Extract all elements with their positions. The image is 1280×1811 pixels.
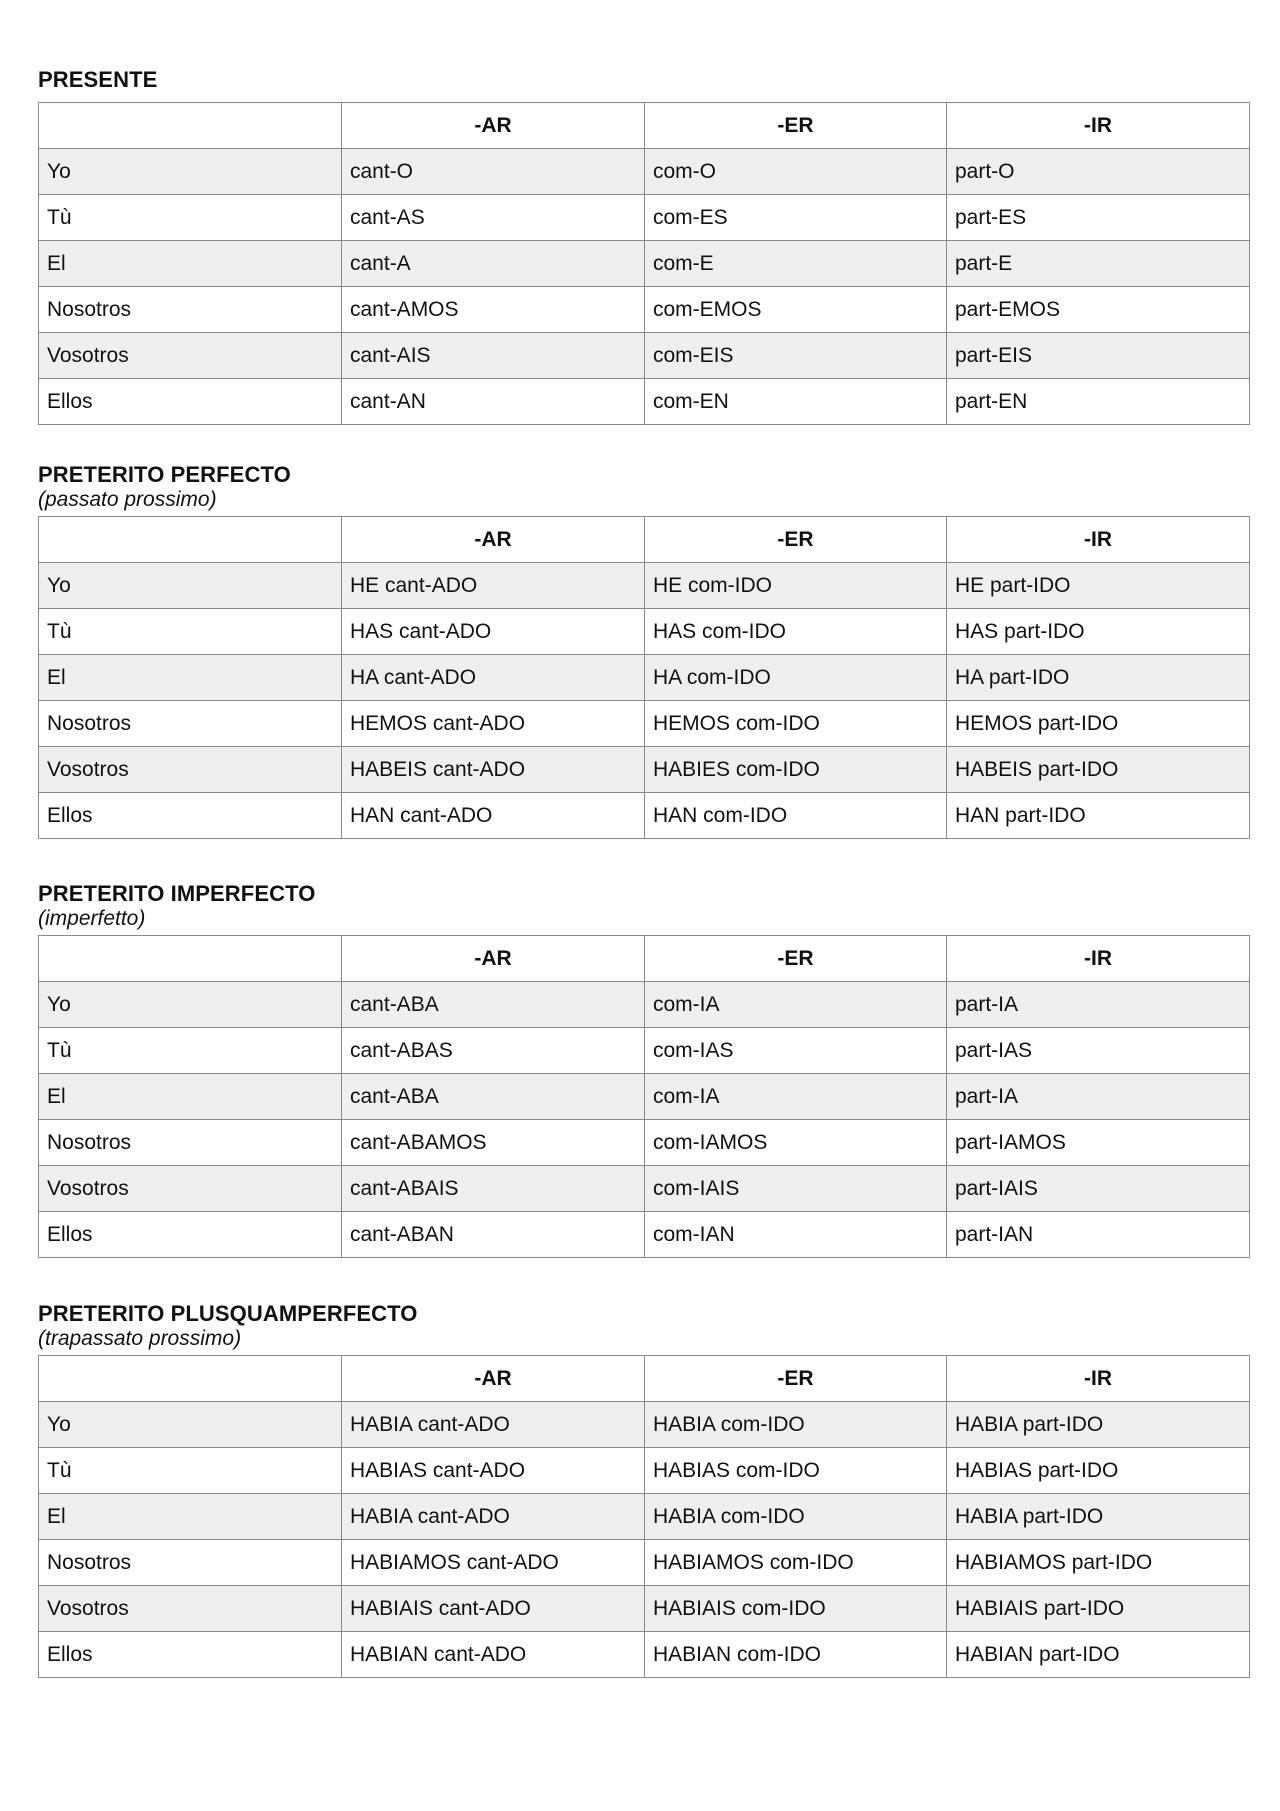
ir-cell: HE part-IDO xyxy=(947,563,1250,609)
ar-cell: HA cant-ADO xyxy=(342,655,645,701)
ir-cell: HABIAS part-IDO xyxy=(947,1448,1250,1494)
header-cell: -AR xyxy=(342,936,645,982)
table-row xyxy=(39,747,1250,793)
table-row xyxy=(39,149,1250,195)
ir-cell: HEMOS part-IDO xyxy=(947,701,1250,747)
section-subtitle: (imperfetto) xyxy=(38,907,146,930)
ar-cell: cant-ABAIS xyxy=(342,1166,645,1212)
header-cell: -AR xyxy=(342,517,645,563)
pronoun-cell: Yo xyxy=(39,563,342,609)
table-row xyxy=(39,241,1250,287)
er-cell: com-EN xyxy=(645,379,947,425)
er-cell: com-EMOS xyxy=(645,287,947,333)
table-header-row xyxy=(39,936,1250,982)
table-row xyxy=(39,1074,1250,1120)
conjugation-table xyxy=(38,935,1250,1258)
pronoun-cell: Nosotros xyxy=(39,287,342,333)
er-cell: HA com-IDO xyxy=(645,655,947,701)
ir-cell: part-IAN xyxy=(947,1212,1250,1258)
pronoun-cell: Tù xyxy=(39,609,342,655)
er-cell: HABIAS com-IDO xyxy=(645,1448,947,1494)
ar-cell: cant-ABAS xyxy=(342,1028,645,1074)
table-row xyxy=(39,1586,1250,1632)
table-row xyxy=(39,1028,1250,1074)
ar-cell: HAN cant-ADO xyxy=(342,793,645,839)
ar-cell: cant-AN xyxy=(342,379,645,425)
table-header-row xyxy=(39,1356,1250,1402)
ar-cell: HABIA cant-ADO xyxy=(342,1494,645,1540)
ar-cell: cant-AMOS xyxy=(342,287,645,333)
conjugation-table xyxy=(38,1355,1250,1678)
table-row xyxy=(39,333,1250,379)
er-cell: com-IA xyxy=(645,982,947,1028)
table-row xyxy=(39,195,1250,241)
ir-cell: HAS part-IDO xyxy=(947,609,1250,655)
ir-cell: part-IAMOS xyxy=(947,1120,1250,1166)
header-cell xyxy=(39,517,342,563)
table-row xyxy=(39,1632,1250,1678)
header-cell: -ER xyxy=(645,103,947,149)
er-cell: com-ES xyxy=(645,195,947,241)
ar-cell: HEMOS cant-ADO xyxy=(342,701,645,747)
ar-cell: cant-ABA xyxy=(342,1074,645,1120)
section-preterito-perfecto xyxy=(38,462,1249,839)
ar-cell: HABEIS cant-ADO xyxy=(342,747,645,793)
ar-cell: cant-ABA xyxy=(342,982,645,1028)
pronoun-cell: El xyxy=(39,1074,342,1120)
pronoun-cell: Ellos xyxy=(39,379,342,425)
pronoun-cell: Ellos xyxy=(39,793,342,839)
ar-cell: cant-A xyxy=(342,241,645,287)
pronoun-cell: Nosotros xyxy=(39,701,342,747)
pronoun-cell: Vosotros xyxy=(39,333,342,379)
pronoun-cell: El xyxy=(39,1494,342,1540)
er-cell: com-IAMOS xyxy=(645,1120,947,1166)
er-cell: HABIAIS com-IDO xyxy=(645,1586,947,1632)
ir-cell: HABIAIS part-IDO xyxy=(947,1586,1250,1632)
er-cell: com-IAS xyxy=(645,1028,947,1074)
header-cell xyxy=(39,936,342,982)
er-cell: HABIAMOS com-IDO xyxy=(645,1540,947,1586)
table-row xyxy=(39,793,1250,839)
pronoun-cell: Tù xyxy=(39,195,342,241)
table-row xyxy=(39,1402,1250,1448)
table-row xyxy=(39,1540,1250,1586)
pronoun-cell: El xyxy=(39,241,342,287)
section-presente xyxy=(38,67,1249,425)
header-cell: -ER xyxy=(645,936,947,982)
header-cell xyxy=(39,103,342,149)
er-cell: com-IAN xyxy=(645,1212,947,1258)
header-cell xyxy=(39,1356,342,1402)
pronoun-cell: Tù xyxy=(39,1448,342,1494)
ir-cell: part-O xyxy=(947,149,1250,195)
pronoun-cell: Vosotros xyxy=(39,1166,342,1212)
ar-cell: cant-AIS xyxy=(342,333,645,379)
header-cell: -ER xyxy=(645,517,947,563)
er-cell: HABIA com-IDO xyxy=(645,1402,947,1448)
pronoun-cell: Vosotros xyxy=(39,1586,342,1632)
table-row xyxy=(39,701,1250,747)
er-cell: HAS com-IDO xyxy=(645,609,947,655)
header-cell: -IR xyxy=(947,517,1250,563)
section-subtitle: (trapassato prossimo) xyxy=(38,1327,242,1350)
table-row xyxy=(39,287,1250,333)
ir-cell: part-EMOS xyxy=(947,287,1250,333)
section-subtitle: (passato prossimo) xyxy=(38,488,217,511)
er-cell: com-IAIS xyxy=(645,1166,947,1212)
ir-cell: HABEIS part-IDO xyxy=(947,747,1250,793)
er-cell: HABIES com-IDO xyxy=(645,747,947,793)
section-title: PRESENTE xyxy=(38,67,158,92)
ar-cell: HE cant-ADO xyxy=(342,563,645,609)
er-cell: HAN com-IDO xyxy=(645,793,947,839)
header-cell: -IR xyxy=(947,936,1250,982)
er-cell: HABIAN com-IDO xyxy=(645,1632,947,1678)
pronoun-cell: Nosotros xyxy=(39,1120,342,1166)
ir-cell: part-IAS xyxy=(947,1028,1250,1074)
table-row xyxy=(39,1494,1250,1540)
pronoun-cell: Yo xyxy=(39,1402,342,1448)
ar-cell: HAS cant-ADO xyxy=(342,609,645,655)
section-title: PRETERITO PLUSQUAMPERFECTO xyxy=(38,1301,418,1326)
header-cell: -IR xyxy=(947,1356,1250,1402)
table-row xyxy=(39,563,1250,609)
ir-cell: HABIA part-IDO xyxy=(947,1402,1250,1448)
er-cell: HEMOS com-IDO xyxy=(645,701,947,747)
er-cell: com-EIS xyxy=(645,333,947,379)
table-row xyxy=(39,1166,1250,1212)
table-row xyxy=(39,982,1250,1028)
er-cell: HABIA com-IDO xyxy=(645,1494,947,1540)
pronoun-cell: Vosotros xyxy=(39,747,342,793)
pronoun-cell: Ellos xyxy=(39,1632,342,1678)
ir-cell: part-E xyxy=(947,241,1250,287)
section-title: PRETERITO PERFECTO xyxy=(38,462,291,487)
table-row xyxy=(39,1448,1250,1494)
section-preterito-plusquamperfecto xyxy=(38,1301,1249,1678)
table-header-row xyxy=(39,517,1250,563)
ar-cell: HABIAN cant-ADO xyxy=(342,1632,645,1678)
table-header-row xyxy=(39,103,1250,149)
pronoun-cell: Yo xyxy=(39,982,342,1028)
er-cell: com-E xyxy=(645,241,947,287)
ar-cell: cant-ABAN xyxy=(342,1212,645,1258)
ir-cell: HABIA part-IDO xyxy=(947,1494,1250,1540)
ar-cell: cant-O xyxy=(342,149,645,195)
table-row xyxy=(39,655,1250,701)
ir-cell: HABIAN part-IDO xyxy=(947,1632,1250,1678)
conjugation-table xyxy=(38,516,1250,839)
ir-cell: HA part-IDO xyxy=(947,655,1250,701)
table-row xyxy=(39,1120,1250,1166)
header-cell: -ER xyxy=(645,1356,947,1402)
er-cell: com-IA xyxy=(645,1074,947,1120)
ar-cell: HABIAIS cant-ADO xyxy=(342,1586,645,1632)
er-cell: com-O xyxy=(645,149,947,195)
pronoun-cell: El xyxy=(39,655,342,701)
header-cell: -IR xyxy=(947,103,1250,149)
ar-cell: HABIAMOS cant-ADO xyxy=(342,1540,645,1586)
pronoun-cell: Ellos xyxy=(39,1212,342,1258)
ar-cell: cant-ABAMOS xyxy=(342,1120,645,1166)
pronoun-cell: Tù xyxy=(39,1028,342,1074)
section-preterito-imperfecto xyxy=(38,881,1249,1258)
er-cell: HE com-IDO xyxy=(645,563,947,609)
ir-cell: part-ES xyxy=(947,195,1250,241)
ir-cell: part-EN xyxy=(947,379,1250,425)
table-row xyxy=(39,609,1250,655)
ir-cell: part-IA xyxy=(947,982,1250,1028)
ir-cell: HABIAMOS part-IDO xyxy=(947,1540,1250,1586)
ir-cell: part-IA xyxy=(947,1074,1250,1120)
header-cell: -AR xyxy=(342,103,645,149)
ar-cell: HABIAS cant-ADO xyxy=(342,1448,645,1494)
pronoun-cell: Nosotros xyxy=(39,1540,342,1586)
conjugation-table xyxy=(38,102,1250,425)
pronoun-cell: Yo xyxy=(39,149,342,195)
header-cell: -AR xyxy=(342,1356,645,1402)
table-row xyxy=(39,379,1250,425)
table-row xyxy=(39,1212,1250,1258)
ir-cell: HAN part-IDO xyxy=(947,793,1250,839)
ar-cell: cant-AS xyxy=(342,195,645,241)
section-title: PRETERITO IMPERFECTO xyxy=(38,881,316,906)
ir-cell: part-EIS xyxy=(947,333,1250,379)
ir-cell: part-IAIS xyxy=(947,1166,1250,1212)
ar-cell: HABIA cant-ADO xyxy=(342,1402,645,1448)
